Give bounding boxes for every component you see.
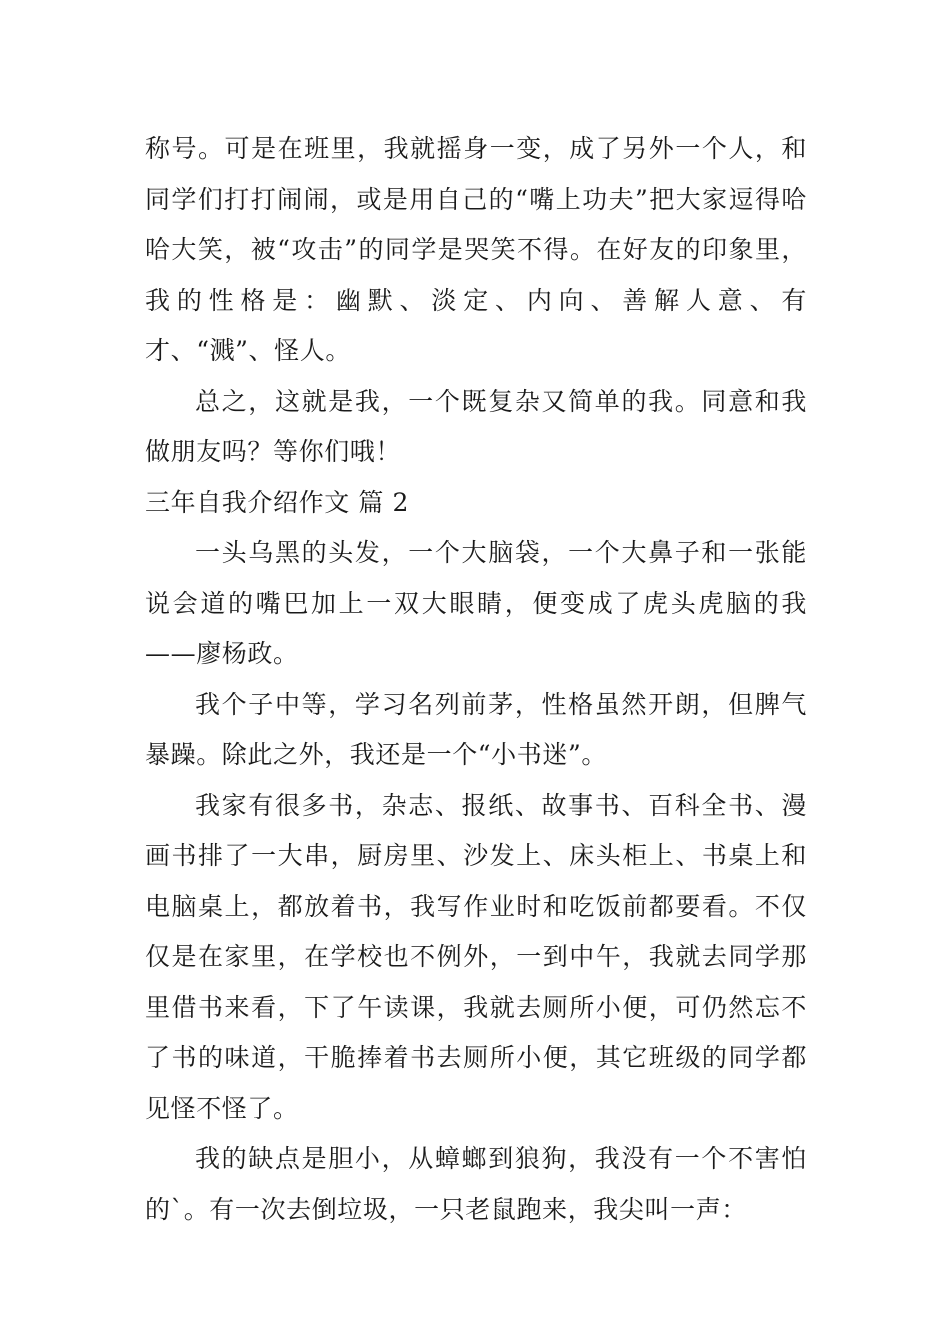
paragraph-2: 总之，这就是我，一个既复杂又简单的我。同意和我做朋友吗？等你们哦！ xyxy=(145,386,807,466)
paragraph-6: 我的缺点是胆小，从蟑螂到狼狗，我没有一个不害怕的`。有一次去倒垃圾，一只老鼠跑来，我尖叫一声： xyxy=(145,1144,807,1224)
paragraph-3: 一头乌黑的头发，一个大脑袋，一个大鼻子和一张能说会道的嘴巴加上一双大眼睛，便变成了虎头虎脑的我——廖杨政。 xyxy=(145,538,807,668)
paragraph-1: 称号。可是在班里，我就摇身一变，成了另外一个人，和同学们打打闹闹，或是用自己的“嘴上功夫”把大家逗得哈哈大笑，被“攻击”的同学是哭笑不得。在好友的印象里，我的性格是：幽默、淡定、内向、善解人意、有才、“溅”、怪人。 xyxy=(145,134,807,365)
paragraph-5: 我家有很多书，杂志、报纸、故事书、百科全书、漫画书排了一大串，厨房里、沙发上、床头柜上、书桌上和电脑桌上，都放着书，我写作业时和吃饭前都要看。不仅仅是在家里，在学校也不例外，一到中午，我就去同学那里借书来看，下了午读课，我就去厕所小便，可仍然忘不了书的味道，干脆捧着书去厕所小便，其它班级的同学都见怪不怪了。 xyxy=(145,790,807,1123)
document-body xyxy=(145,124,807,1235)
section-title: 三年自我介绍作文 篇 2 xyxy=(145,487,410,517)
paragraph-4: 我个子中等，学习名列前茅，性格虽然开朗，但脾气暴躁。除此之外，我还是一个“小书迷”。 xyxy=(145,689,807,769)
